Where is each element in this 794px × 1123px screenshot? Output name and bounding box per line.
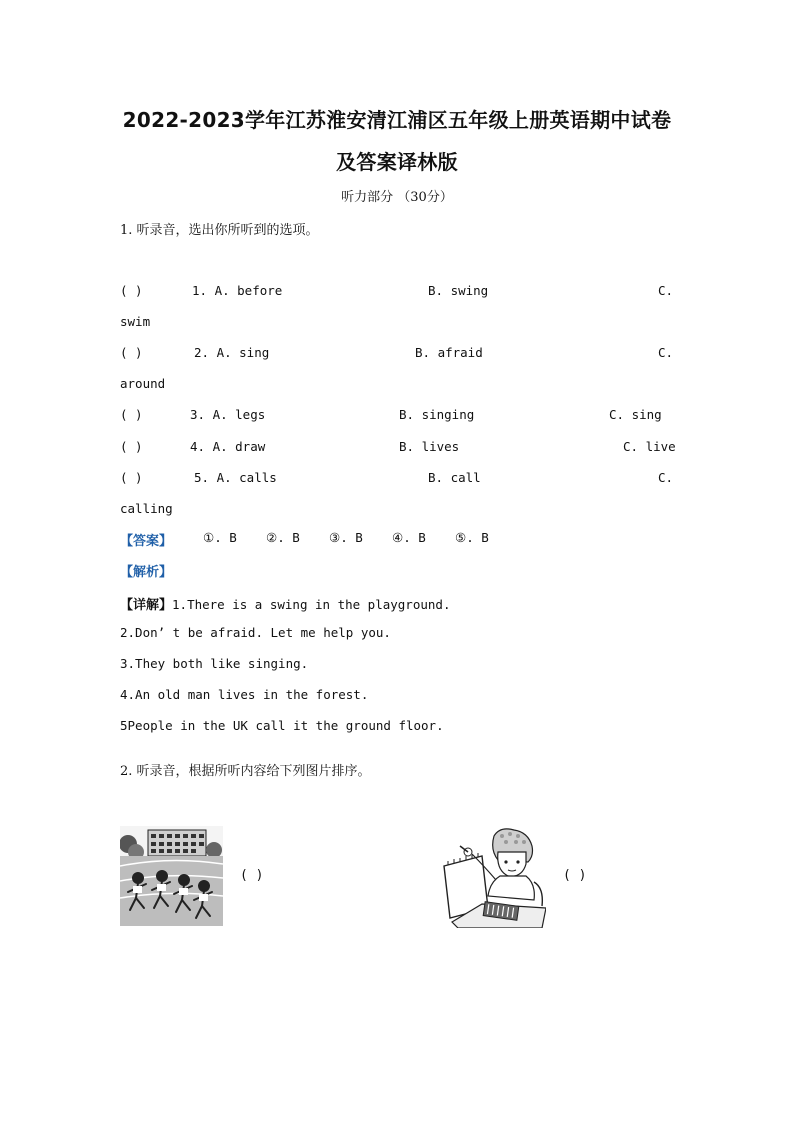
option-a: 5. A. calls: [194, 470, 277, 485]
option-b: B. swing: [428, 283, 489, 298]
option-b: B. singing: [399, 407, 475, 422]
option-a: 3. A. legs: [190, 407, 266, 422]
answer-5: ⑤. B: [455, 530, 489, 545]
section-heading: 听力部分 （30分）: [341, 190, 453, 205]
answer-4: ④. B: [392, 530, 426, 545]
q1-item-1: [120, 283, 672, 301]
q1-item-5-wrap: calling: [120, 501, 173, 516]
option-c-label: C.: [658, 345, 674, 360]
page-title-line2: 及答案译林版: [336, 150, 458, 174]
detail-label: 【详解】: [120, 598, 173, 613]
answer-1: ①. B: [203, 530, 237, 545]
q1-item-4: [120, 439, 676, 457]
q1-item-1-wrap: swim: [120, 314, 151, 329]
option-c: C. sing: [609, 407, 662, 422]
answer-2: ②. B: [266, 530, 300, 545]
option-c-label: C.: [658, 283, 674, 298]
option-b: B. call: [428, 470, 481, 485]
question-1-prompt: 1. 听录音，选出你所听到的选项。: [120, 223, 319, 238]
detail-line-3: 3.They both like singing.: [120, 656, 309, 671]
answer-paren: ( ): [120, 470, 143, 485]
detail-line-4: 4.An old man lives in the forest.: [120, 687, 369, 702]
picture-2-answer-bracket: ( ): [563, 868, 587, 883]
page-title-line1: 2022-2023学年江苏淮安清江浦区五年级上册英语期中试卷: [122, 108, 672, 132]
option-a: 1. A. before: [192, 283, 283, 298]
answer-label: 【答案】: [120, 534, 173, 549]
running-children-picture: [120, 826, 223, 926]
detail-line-2: 2.Don’ t be afraid. Let me help you.: [120, 625, 391, 640]
answer-3: ③. B: [329, 530, 363, 545]
detail-line-5: 5People in the UK call it the ground floor.: [120, 718, 444, 733]
q1-item-2-wrap: around: [120, 376, 166, 391]
q1-item-2: [120, 345, 672, 363]
detail-line-1: [120, 594, 450, 613]
answer-paren: ( ): [120, 407, 143, 422]
answer-paren: ( ): [120, 283, 143, 298]
option-c: C. live: [623, 439, 676, 454]
answer-paren: ( ): [120, 345, 143, 360]
detail-text: 1.There is a swing in the playground.: [172, 597, 451, 612]
option-a: 2. A. sing: [194, 345, 270, 360]
q1-item-5: [120, 470, 672, 488]
option-c-label: C.: [658, 470, 674, 485]
option-b: B. afraid: [415, 345, 483, 360]
option-b: B. lives: [399, 439, 460, 454]
q1-item-3: [120, 407, 672, 425]
boy-drawing-picture: [438, 826, 546, 928]
analysis-label: 【解析】: [120, 565, 173, 580]
answer-paren: ( ): [120, 439, 143, 454]
option-a: 4. A. draw: [190, 439, 266, 454]
question-2-prompt: 2. 听录音，根据所听内容给下列图片排序。: [120, 764, 371, 779]
picture-1-answer-bracket: ( ): [240, 868, 264, 883]
